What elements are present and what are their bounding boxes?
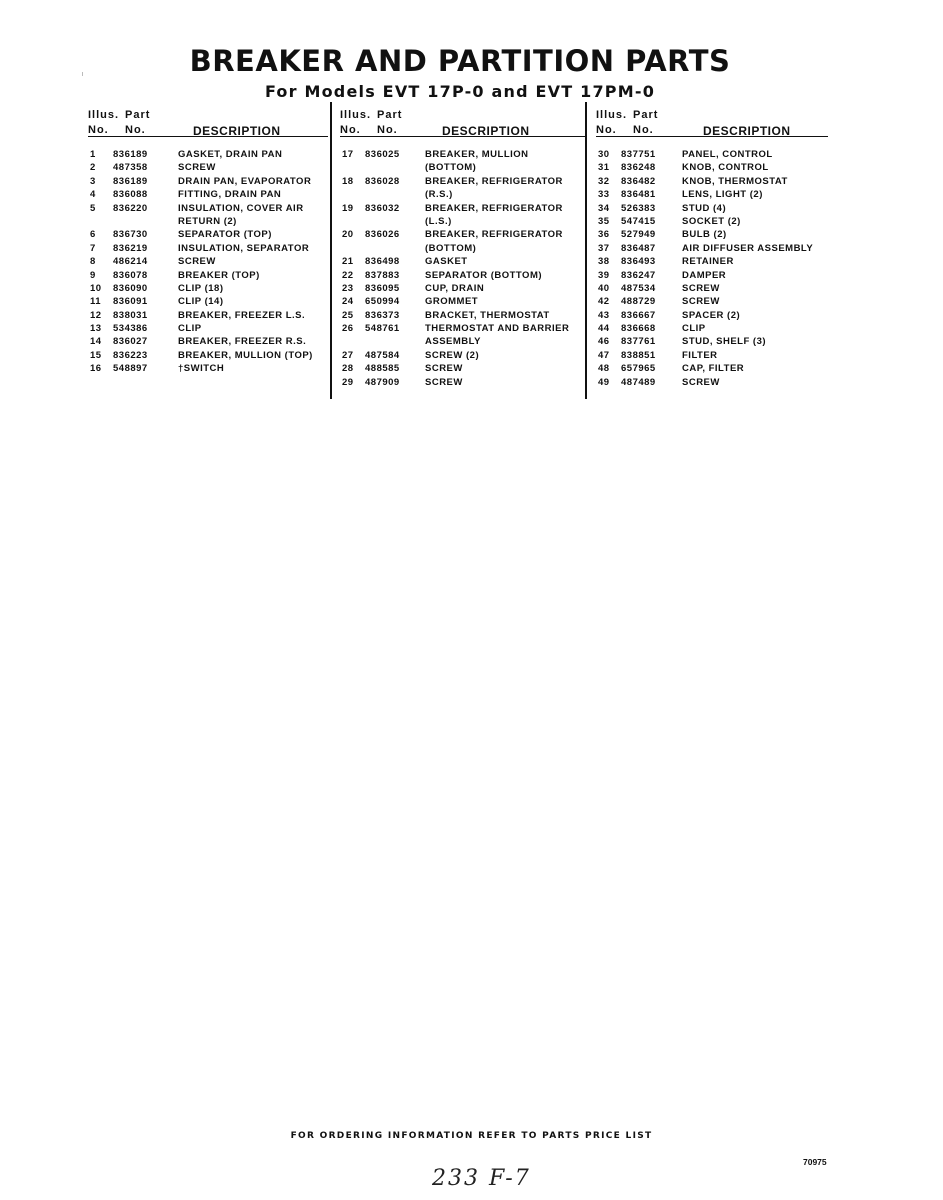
part-description: BREAKER, FREEZER R.S. bbox=[178, 336, 307, 348]
part-number: 836248 bbox=[621, 162, 656, 174]
part-description: CLIP bbox=[178, 323, 202, 335]
part-number: 836032 bbox=[365, 202, 400, 214]
part-description: PANEL, CONTROL bbox=[682, 149, 773, 160]
header-part: Part bbox=[125, 109, 151, 121]
header-illus-no: No. bbox=[340, 124, 361, 136]
part-number: 534386 bbox=[113, 323, 148, 335]
part-row bbox=[596, 350, 828, 363]
part-number: 836095 bbox=[365, 282, 400, 294]
part-row bbox=[596, 203, 828, 216]
part-number: 547415 bbox=[621, 215, 656, 227]
part-row bbox=[596, 270, 828, 283]
part-description: BREAKER, REFRIGERATOR bbox=[425, 202, 563, 214]
header-part-no: No. bbox=[377, 124, 398, 136]
part-number: 836667 bbox=[621, 309, 656, 321]
part-description: SCREW bbox=[682, 376, 720, 388]
part-row bbox=[88, 229, 328, 242]
illus-number: 27 bbox=[342, 349, 354, 361]
part-description: INSULATION, COVER AIR bbox=[178, 202, 304, 214]
part-description: STUD (4) bbox=[682, 202, 727, 214]
part-description: †SWITCH bbox=[178, 363, 225, 375]
header-illus-no: No. bbox=[596, 124, 617, 136]
part-number: 837751 bbox=[621, 149, 656, 160]
part-row bbox=[88, 283, 328, 296]
part-row bbox=[596, 216, 828, 229]
part-number: 836498 bbox=[365, 256, 400, 268]
part-number: 838851 bbox=[621, 349, 656, 361]
part-number: 836487 bbox=[621, 242, 656, 254]
illus-number: 16 bbox=[90, 363, 102, 375]
part-number: 488585 bbox=[365, 363, 400, 375]
part-description: GASKET bbox=[425, 256, 468, 268]
part-number: 548897 bbox=[113, 363, 148, 375]
part-row bbox=[88, 256, 328, 269]
header-part-no: No. bbox=[633, 124, 654, 136]
part-number: 837883 bbox=[365, 269, 400, 281]
part-row bbox=[340, 377, 585, 390]
parts-column-3 bbox=[596, 106, 828, 390]
part-description: SCREW bbox=[682, 296, 720, 308]
part-row bbox=[596, 229, 828, 242]
part-description: LENS, LIGHT (2) bbox=[682, 189, 763, 201]
part-row bbox=[88, 270, 328, 283]
column-header bbox=[596, 106, 828, 137]
part-row bbox=[88, 310, 328, 323]
part-description: RETURN (2) bbox=[178, 215, 237, 227]
header-illus: Illus. bbox=[340, 109, 372, 121]
part-description: DAMPER bbox=[682, 269, 727, 281]
part-number: 836027 bbox=[113, 336, 148, 348]
part-number: 487534 bbox=[621, 282, 656, 294]
illus-number: 39 bbox=[598, 269, 610, 281]
part-description: SPACER (2) bbox=[682, 309, 741, 321]
part-number: 836373 bbox=[365, 309, 400, 321]
illus-number: 17 bbox=[342, 149, 354, 160]
illus-number: 14 bbox=[90, 336, 102, 348]
part-number: 836219 bbox=[113, 242, 148, 254]
part-number: 836091 bbox=[113, 296, 148, 308]
illus-number: 10 bbox=[90, 282, 102, 294]
illus-number: 32 bbox=[598, 175, 610, 187]
header-part: Part bbox=[377, 109, 403, 121]
part-description: INSULATION, SEPARATOR bbox=[178, 242, 310, 254]
part-number: 488729 bbox=[621, 296, 656, 308]
part-row bbox=[88, 296, 328, 309]
illus-number: 23 bbox=[342, 282, 354, 294]
part-description: BREAKER, FREEZER L.S. bbox=[178, 309, 306, 321]
part-row bbox=[340, 323, 585, 336]
part-row bbox=[88, 323, 328, 336]
column-header bbox=[340, 106, 585, 137]
part-number: 836026 bbox=[365, 229, 400, 241]
illus-number: 34 bbox=[598, 202, 610, 214]
part-description: FITTING, DRAIN PAN bbox=[178, 189, 282, 201]
parts-rows bbox=[340, 149, 585, 390]
part-description: KNOB, CONTROL bbox=[682, 162, 769, 174]
illus-number: 37 bbox=[598, 242, 610, 254]
part-number: 836088 bbox=[113, 189, 148, 201]
part-number: 486214 bbox=[113, 256, 148, 268]
header-illus-no: No. bbox=[88, 124, 109, 136]
part-description: SCREW (2) bbox=[425, 349, 480, 361]
part-row bbox=[596, 283, 828, 296]
illus-number: 33 bbox=[598, 189, 610, 201]
illus-number: 31 bbox=[598, 162, 610, 174]
part-number: 836493 bbox=[621, 256, 656, 268]
part-number: 657965 bbox=[621, 363, 656, 375]
illus-number: 38 bbox=[598, 256, 610, 268]
part-description: SCREW bbox=[178, 256, 216, 268]
illus-number: 6 bbox=[90, 229, 96, 241]
part-row bbox=[340, 149, 585, 162]
part-row bbox=[340, 283, 585, 296]
page-title: BREAKER AND PARTITION PARTS bbox=[189, 44, 731, 78]
parts-column-1 bbox=[88, 106, 328, 377]
illus-number: 20 bbox=[342, 229, 354, 241]
illus-number: 25 bbox=[342, 309, 354, 321]
part-row bbox=[88, 176, 328, 189]
illus-number: 46 bbox=[598, 336, 610, 348]
part-number: 836247 bbox=[621, 269, 656, 281]
illus-number: 8 bbox=[90, 256, 96, 268]
document-number: 70975 bbox=[803, 1157, 827, 1167]
part-description: (BOTTOM) bbox=[425, 242, 477, 254]
part-description: SCREW bbox=[425, 363, 463, 375]
illus-number: 43 bbox=[598, 309, 610, 321]
part-description: KNOB, THERMOSTAT bbox=[682, 175, 788, 187]
part-description: THERMOSTAT AND BARRIER bbox=[425, 323, 570, 335]
illus-number: 5 bbox=[90, 202, 96, 214]
header-description: DESCRIPTION bbox=[703, 124, 791, 138]
part-row bbox=[340, 256, 585, 269]
header-description: DESCRIPTION bbox=[193, 124, 281, 138]
part-number: 836078 bbox=[113, 269, 148, 281]
part-row bbox=[340, 350, 585, 363]
illus-number: 35 bbox=[598, 215, 610, 227]
part-description: SEPARATOR (TOP) bbox=[178, 229, 272, 241]
part-number: 650994 bbox=[365, 296, 400, 308]
part-description: BRACKET, THERMOSTAT bbox=[425, 309, 550, 321]
part-row bbox=[596, 310, 828, 323]
part-description: SOCKET (2) bbox=[682, 215, 741, 227]
part-description: STUD, SHELF (3) bbox=[682, 336, 767, 348]
part-description: BREAKER (TOP) bbox=[178, 269, 260, 281]
part-description: BREAKER, REFRIGERATOR bbox=[425, 175, 563, 187]
part-row bbox=[596, 176, 828, 189]
part-description: BULB (2) bbox=[682, 229, 727, 241]
part-description: (L.S.) bbox=[425, 215, 452, 227]
part-number: 836481 bbox=[621, 189, 656, 201]
illus-number: 22 bbox=[342, 269, 354, 281]
part-row bbox=[340, 203, 585, 216]
illus-number: 1 bbox=[90, 149, 96, 160]
header-illus: Illus. bbox=[596, 109, 628, 121]
part-number: 526383 bbox=[621, 202, 656, 214]
illus-number: 2 bbox=[90, 162, 96, 174]
illus-number: 24 bbox=[342, 296, 354, 308]
part-description: FILTER bbox=[682, 349, 718, 361]
part-number: 548761 bbox=[365, 323, 400, 335]
part-number: 836028 bbox=[365, 175, 400, 187]
part-number: 836025 bbox=[365, 149, 400, 160]
part-row bbox=[596, 256, 828, 269]
illus-number: 28 bbox=[342, 363, 354, 375]
column-divider bbox=[585, 102, 587, 399]
illus-number: 48 bbox=[598, 363, 610, 375]
part-row bbox=[340, 363, 585, 376]
illus-number: 47 bbox=[598, 349, 610, 361]
part-row bbox=[88, 149, 328, 162]
illus-number: 21 bbox=[342, 256, 354, 268]
part-row bbox=[596, 189, 828, 202]
part-row bbox=[88, 336, 328, 349]
part-description: GASKET, DRAIN PAN bbox=[178, 149, 283, 160]
part-row bbox=[596, 323, 828, 336]
illus-number: 44 bbox=[598, 323, 610, 335]
part-description: (BOTTOM) bbox=[425, 162, 477, 174]
part-row bbox=[340, 310, 585, 323]
part-row bbox=[340, 229, 585, 242]
part-row bbox=[596, 243, 828, 256]
part-description: CLIP (18) bbox=[178, 282, 224, 294]
part-row bbox=[340, 189, 585, 202]
part-row bbox=[596, 336, 828, 349]
illus-number: 4 bbox=[90, 189, 96, 201]
part-row bbox=[340, 296, 585, 309]
part-description: SCREW bbox=[425, 376, 463, 388]
illus-number: 49 bbox=[598, 376, 610, 388]
part-description: BREAKER, REFRIGERATOR bbox=[425, 229, 563, 241]
column-header bbox=[88, 106, 328, 137]
part-description: (R.S.) bbox=[425, 189, 453, 201]
part-description: SCREW bbox=[682, 282, 720, 294]
part-row bbox=[596, 296, 828, 309]
part-row bbox=[88, 162, 328, 175]
part-number: 838031 bbox=[113, 309, 148, 321]
part-row bbox=[340, 176, 585, 189]
illus-number: 29 bbox=[342, 376, 354, 388]
part-description: ASSEMBLY bbox=[425, 336, 481, 348]
illus-number: 42 bbox=[598, 296, 610, 308]
part-description: BREAKER, MULLION bbox=[425, 149, 529, 160]
part-row bbox=[340, 270, 585, 283]
handwritten-note: 233 F-7 bbox=[432, 1166, 531, 1191]
illus-number: 12 bbox=[90, 309, 102, 321]
illus-number: 9 bbox=[90, 269, 96, 281]
part-description: CUP, DRAIN bbox=[425, 282, 485, 294]
part-row bbox=[596, 363, 828, 376]
part-number: 487489 bbox=[621, 376, 656, 388]
part-number: 836189 bbox=[113, 175, 148, 187]
part-description: DRAIN PAN, EVAPORATOR bbox=[178, 175, 312, 187]
illus-number: 40 bbox=[598, 282, 610, 294]
part-description: GROMMET bbox=[425, 296, 479, 308]
part-row bbox=[88, 216, 328, 229]
part-description: CLIP (14) bbox=[178, 296, 224, 308]
part-row bbox=[340, 243, 585, 256]
part-row bbox=[88, 350, 328, 363]
illus-number: 7 bbox=[90, 242, 96, 254]
header-description: DESCRIPTION bbox=[442, 124, 530, 138]
part-row bbox=[596, 377, 828, 390]
parts-rows bbox=[88, 149, 328, 377]
part-number: 487909 bbox=[365, 376, 400, 388]
part-number: 836090 bbox=[113, 282, 148, 294]
part-number: 836223 bbox=[113, 349, 148, 361]
part-description: CLIP bbox=[682, 323, 706, 335]
header-part: Part bbox=[633, 109, 659, 121]
header-illus: Illus. bbox=[88, 109, 120, 121]
part-description: AIR DIFFUSER ASSEMBLY bbox=[682, 242, 814, 254]
part-row bbox=[88, 203, 328, 216]
part-number: 487584 bbox=[365, 349, 400, 361]
parts-column-2 bbox=[340, 106, 585, 390]
part-number: 837761 bbox=[621, 336, 656, 348]
part-row bbox=[88, 189, 328, 202]
part-number: 836189 bbox=[113, 149, 148, 160]
part-description: BREAKER, MULLION (TOP) bbox=[178, 349, 313, 361]
illus-number: 11 bbox=[90, 296, 102, 308]
page-subtitle: For Models EVT 17P-0 and EVT 17PM-0 bbox=[264, 82, 656, 101]
part-row bbox=[596, 149, 828, 162]
illus-number: 36 bbox=[598, 229, 610, 241]
illus-number: 15 bbox=[90, 349, 102, 361]
part-row bbox=[340, 162, 585, 175]
illus-number: 3 bbox=[90, 175, 96, 187]
ordering-info-footer: FOR ORDERING INFORMATION REFER TO PARTS PRICE LIST bbox=[290, 1131, 653, 1141]
part-number: 487358 bbox=[113, 162, 148, 174]
part-description: RETAINER bbox=[682, 256, 734, 268]
header-part-no: No. bbox=[125, 124, 146, 136]
part-row bbox=[340, 216, 585, 229]
illus-number: 19 bbox=[342, 202, 354, 214]
parts-rows bbox=[596, 149, 828, 390]
illus-number: 13 bbox=[90, 323, 102, 335]
part-number: 836220 bbox=[113, 202, 148, 214]
illus-number: 30 bbox=[598, 149, 610, 160]
part-description: CAP, FILTER bbox=[682, 363, 745, 375]
part-row bbox=[88, 243, 328, 256]
part-number: 836668 bbox=[621, 323, 656, 335]
part-description: SCREW bbox=[178, 162, 216, 174]
part-number: 836482 bbox=[621, 175, 656, 187]
column-divider bbox=[330, 102, 332, 399]
part-row bbox=[88, 363, 328, 376]
part-number: 527949 bbox=[621, 229, 656, 241]
illus-number: 18 bbox=[342, 175, 354, 187]
part-number: 836730 bbox=[113, 229, 148, 241]
illus-number: 26 bbox=[342, 323, 354, 335]
part-row bbox=[596, 162, 828, 175]
part-description: SEPARATOR (BOTTOM) bbox=[425, 269, 543, 281]
part-row bbox=[340, 336, 585, 349]
